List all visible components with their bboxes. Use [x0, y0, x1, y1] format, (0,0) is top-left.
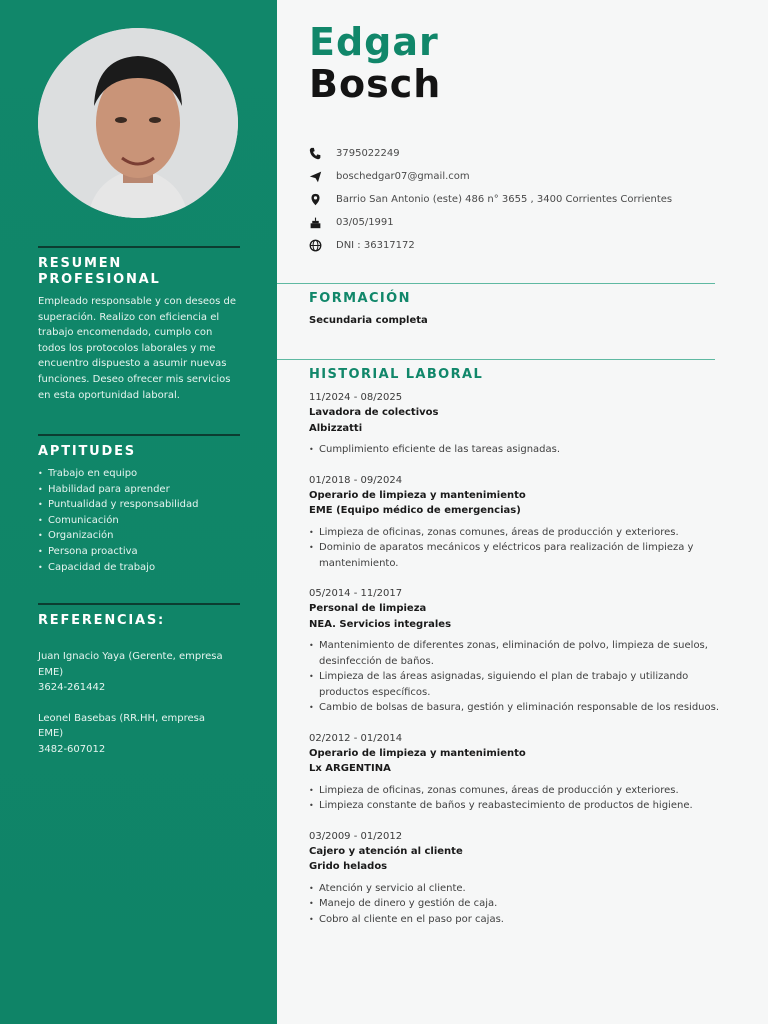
- job-task: • Mantenimiento de diferentes zonas, eliminación de polvo, limpieza de suelos, desinfección de baños.: [309, 638, 719, 669]
- job-role: Lavadora de colectivos: [309, 407, 439, 418]
- profile-photo: [38, 28, 238, 218]
- job-entry: [309, 731, 719, 814]
- job-company: Lx ARGENTINA: [309, 763, 391, 774]
- skills-section: [38, 434, 240, 575]
- contact-address: [309, 188, 672, 211]
- contact-list: [309, 142, 672, 257]
- skill-item: • Comunicación: [38, 513, 240, 529]
- location-pin-icon: [309, 193, 322, 206]
- job-dates: 05/2014 - 11/2017: [309, 588, 403, 599]
- job-dates: 02/2012 - 01/2014: [309, 732, 403, 744]
- email-text: boschedgar07@gmail.com: [336, 171, 470, 182]
- job-tasks: [309, 881, 719, 928]
- job-company: Albizzatti: [309, 422, 363, 434]
- reference-phone: 3482-607012: [38, 743, 106, 755]
- skill-item: • Puntualidad y responsabilidad: [38, 497, 240, 513]
- skills-title: APTITUDES: [38, 444, 136, 459]
- skill-item: • Persona proactiva: [38, 544, 240, 560]
- job-dates: 11/2024 - 08/2025: [309, 392, 403, 403]
- job-task: • Limpieza de oficinas, zonas comunes, áreas de producción y exteriores.: [309, 783, 719, 799]
- job-entry: [309, 390, 719, 458]
- references-section: [38, 603, 240, 758]
- job-role: Cajero y atención al cliente: [309, 845, 463, 857]
- job-task: • Cambio de bolsas de basura, gestión y eliminación responsable de los residuos.: [309, 700, 719, 716]
- job-tasks: [309, 783, 719, 814]
- job-task: • Dominio de aparatos mecánicos y eléctricos para realización de limpieza y mantenimiento.: [309, 540, 719, 571]
- summary-title: RESUMEN PROFESIONAL: [38, 256, 161, 287]
- reference-phone: 3624-261442: [38, 682, 106, 694]
- job-company: EME (Equipo médico de emergencias): [309, 505, 521, 516]
- job-role: Operario de limpieza y mantenimiento: [309, 489, 526, 501]
- divider: [38, 434, 240, 436]
- skills-list: [38, 466, 240, 575]
- job-task: • Limpieza de oficinas, zonas comunes, áreas de producción y exteriores.: [309, 525, 719, 541]
- education-item: Secundaria completa: [309, 315, 428, 326]
- divider: [38, 603, 240, 605]
- phone-text: 3795022249: [336, 148, 400, 159]
- phone-icon: [309, 147, 322, 160]
- summary-section: [38, 246, 240, 403]
- job-dates: 03/2009 - 01/2012: [309, 830, 403, 842]
- reference-name: Juan Ignacio Yaya (Gerente, empresa EME): [38, 651, 223, 678]
- globe-icon: [309, 239, 322, 252]
- job-dates: 01/2018 - 09/2024: [309, 474, 403, 486]
- divider: [38, 246, 240, 248]
- birthdate-text: 03/05/1991: [336, 217, 394, 228]
- reference-name: Leonel Basebas (RR.HH, empresa EME): [38, 712, 205, 740]
- job-role: Personal de limpieza: [309, 603, 427, 614]
- last-name: Bosch: [309, 62, 442, 106]
- references-title: REFERENCIAS:: [38, 613, 166, 628]
- job-role: Operario de limpieza y mantenimiento: [309, 747, 526, 759]
- job-task: • Cobro al cliente en el paso por cajas.: [309, 912, 719, 928]
- contact-birthdate: [309, 211, 672, 234]
- job-tasks: [309, 525, 719, 572]
- divider: [277, 359, 715, 360]
- experience-title: HISTORIAL LABORAL: [309, 367, 484, 382]
- job-entry: [309, 473, 719, 572]
- send-icon: [309, 170, 322, 183]
- sidebar: [0, 0, 277, 1024]
- job-entry: [309, 829, 719, 928]
- job-task: • Cumplimiento eficiente de las tareas asignadas.: [309, 442, 719, 458]
- education-title: FORMACIÓN: [309, 291, 411, 306]
- job-task: • Limpieza de las áreas asignadas, siguiendo el plan de trabajo y utilizando productos específicos.: [309, 669, 719, 700]
- job-tasks: [309, 638, 719, 716]
- divider: [277, 283, 715, 284]
- job-tasks: [309, 442, 719, 458]
- skill-item: • Trabajo en equipo: [38, 466, 240, 482]
- skill-item: • Capacidad de trabajo: [38, 560, 240, 576]
- job-company: NEA. Servicios integrales: [309, 618, 452, 630]
- first-name: Edgar: [309, 20, 439, 64]
- address-text: Barrio San Antonio (este) 486 n° 3655 , 3400 Corrientes Corrientes: [336, 194, 673, 205]
- job-task: • Manejo de dinero y gestión de caja.: [309, 896, 719, 912]
- contact-dni: [309, 234, 672, 257]
- summary-text: Empleado responsable y con deseos de superación. Realizo con eficiencia el trabajo encomendado, cumplo con todos los protocolos laborales y me encuentro dispuesto a asumir nuevas funciones. Deseo ofrecer mis servicios en esta oportunidad laboral.: [38, 296, 237, 401]
- main-content: [277, 0, 768, 1024]
- contact-phone: [309, 142, 672, 165]
- skill-item: • Habilidad para aprender: [38, 482, 240, 498]
- skill-item: • Organización: [38, 528, 240, 544]
- contact-email: [309, 165, 672, 188]
- dni-text: DNI : 36317172: [336, 240, 415, 251]
- cake-icon: [309, 216, 322, 229]
- job-task: • Atención y servicio al cliente.: [309, 881, 719, 897]
- job-list: [309, 390, 719, 942]
- job-company: Grido helados: [309, 861, 388, 872]
- job-entry: [309, 586, 719, 716]
- job-task: • Limpieza constante de baños y reabastecimiento de productos de higiene.: [309, 798, 719, 814]
